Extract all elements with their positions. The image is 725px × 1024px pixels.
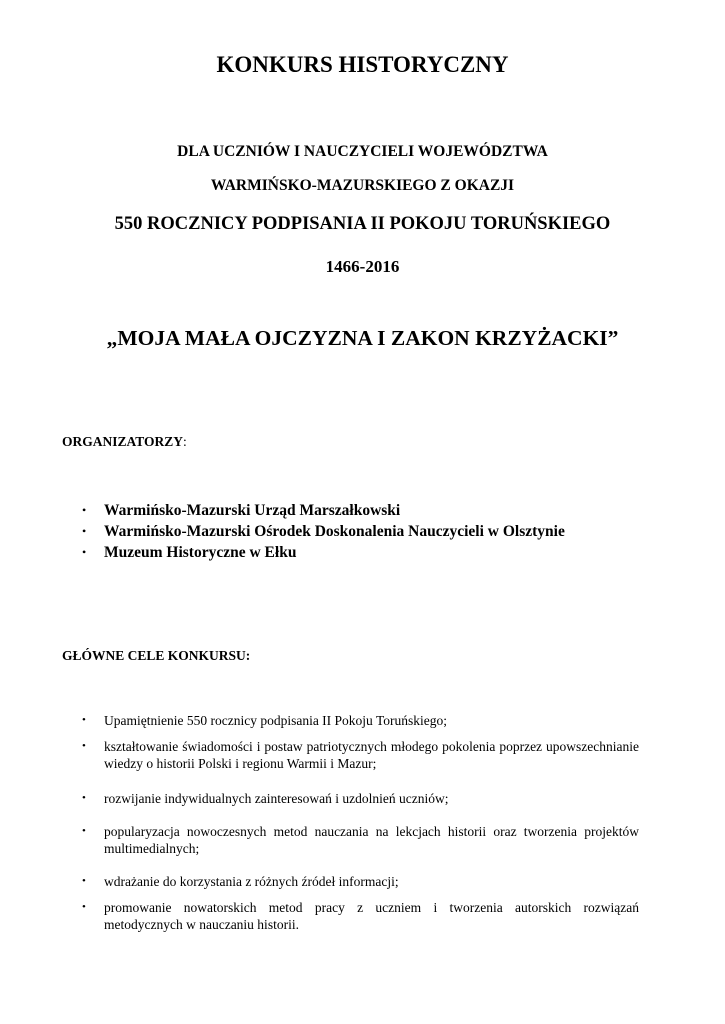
goal-item bbox=[79, 738, 639, 772]
bullet-icon: • bbox=[82, 740, 86, 752]
bullet-icon: • bbox=[82, 714, 86, 726]
document-title: KONKURS HISTORYCZNY bbox=[216, 52, 509, 77]
organizers-list bbox=[79, 500, 565, 563]
goal-item bbox=[79, 899, 639, 933]
organizer-item bbox=[79, 500, 565, 521]
goal-text: Upamiętnienie 550 rocznicy podpisania II Pokoju Toruńskiego; bbox=[104, 713, 447, 728]
years-range: 1466-2016 bbox=[325, 257, 400, 276]
organizers-heading bbox=[62, 434, 187, 450]
organizer-item bbox=[79, 542, 565, 563]
goal-item bbox=[79, 823, 639, 857]
organizer-item bbox=[79, 521, 565, 542]
bullet-icon: • bbox=[82, 875, 86, 887]
goal-item bbox=[79, 712, 639, 729]
subtitle-line-3: 550 ROCZNICY PODPISANIA II POKOJU TORUŃSKIEGO bbox=[114, 214, 611, 234]
goal-item bbox=[79, 873, 639, 890]
goal-text: popularyzacja nowoczesnych metod nauczania na lekcjach historii oraz tworzenia projektów multimedialnych; bbox=[104, 824, 639, 856]
goal-item bbox=[79, 790, 639, 807]
subtitle-line-2: WARMIŃSKO-MAZURSKIEGO Z OKAZJI bbox=[210, 177, 515, 194]
organizer-name: Warmińsko-Mazurski Urząd Marszałkowski bbox=[104, 502, 401, 519]
organizer-name: Muzeum Historyczne w Ełku bbox=[104, 544, 297, 561]
subtitle-line-1: DLA UCZNIÓW I NAUCZYCIELI WOJEWÓDZTWA bbox=[177, 143, 548, 160]
goal-text: kształtowanie świadomości i postaw patriotycznych młodego pokolenia poprzez upowszechnianie wiedzy o historii Polski i regionu Warmii i Mazur; bbox=[104, 739, 639, 771]
goal-text: wdrażanie do korzystania z różnych źródeł informacji; bbox=[104, 874, 399, 889]
goal-text: promowanie nowatorskich metod pracy z uczniem i tworzenia autorskich rozwiązań metodycznych w nauczaniu historii. bbox=[104, 900, 639, 932]
bullet-icon: • bbox=[82, 524, 87, 538]
organizers-heading-text: ORGANIZATORZY bbox=[62, 434, 184, 449]
bullet-icon: • bbox=[82, 503, 87, 517]
organizers-heading-colon: : bbox=[183, 434, 187, 449]
goals-heading: GŁÓWNE CELE KONKURSU: bbox=[62, 648, 251, 663]
goal-text: rozwijanie indywidualnych zainteresowań i uzdolnień uczniów; bbox=[104, 791, 449, 806]
contest-motto: „MOJA MAŁA OJCZYZNA I ZAKON KRZYŻACKI” bbox=[106, 326, 619, 350]
bullet-icon: • bbox=[82, 901, 86, 913]
organizer-name: Warmińsko-Mazurski Ośrodek Doskonalenia Nauczycieli w Olsztynie bbox=[104, 523, 565, 540]
bullet-icon: • bbox=[82, 825, 86, 837]
bullet-icon: • bbox=[82, 545, 87, 559]
bullet-icon: • bbox=[82, 792, 86, 804]
